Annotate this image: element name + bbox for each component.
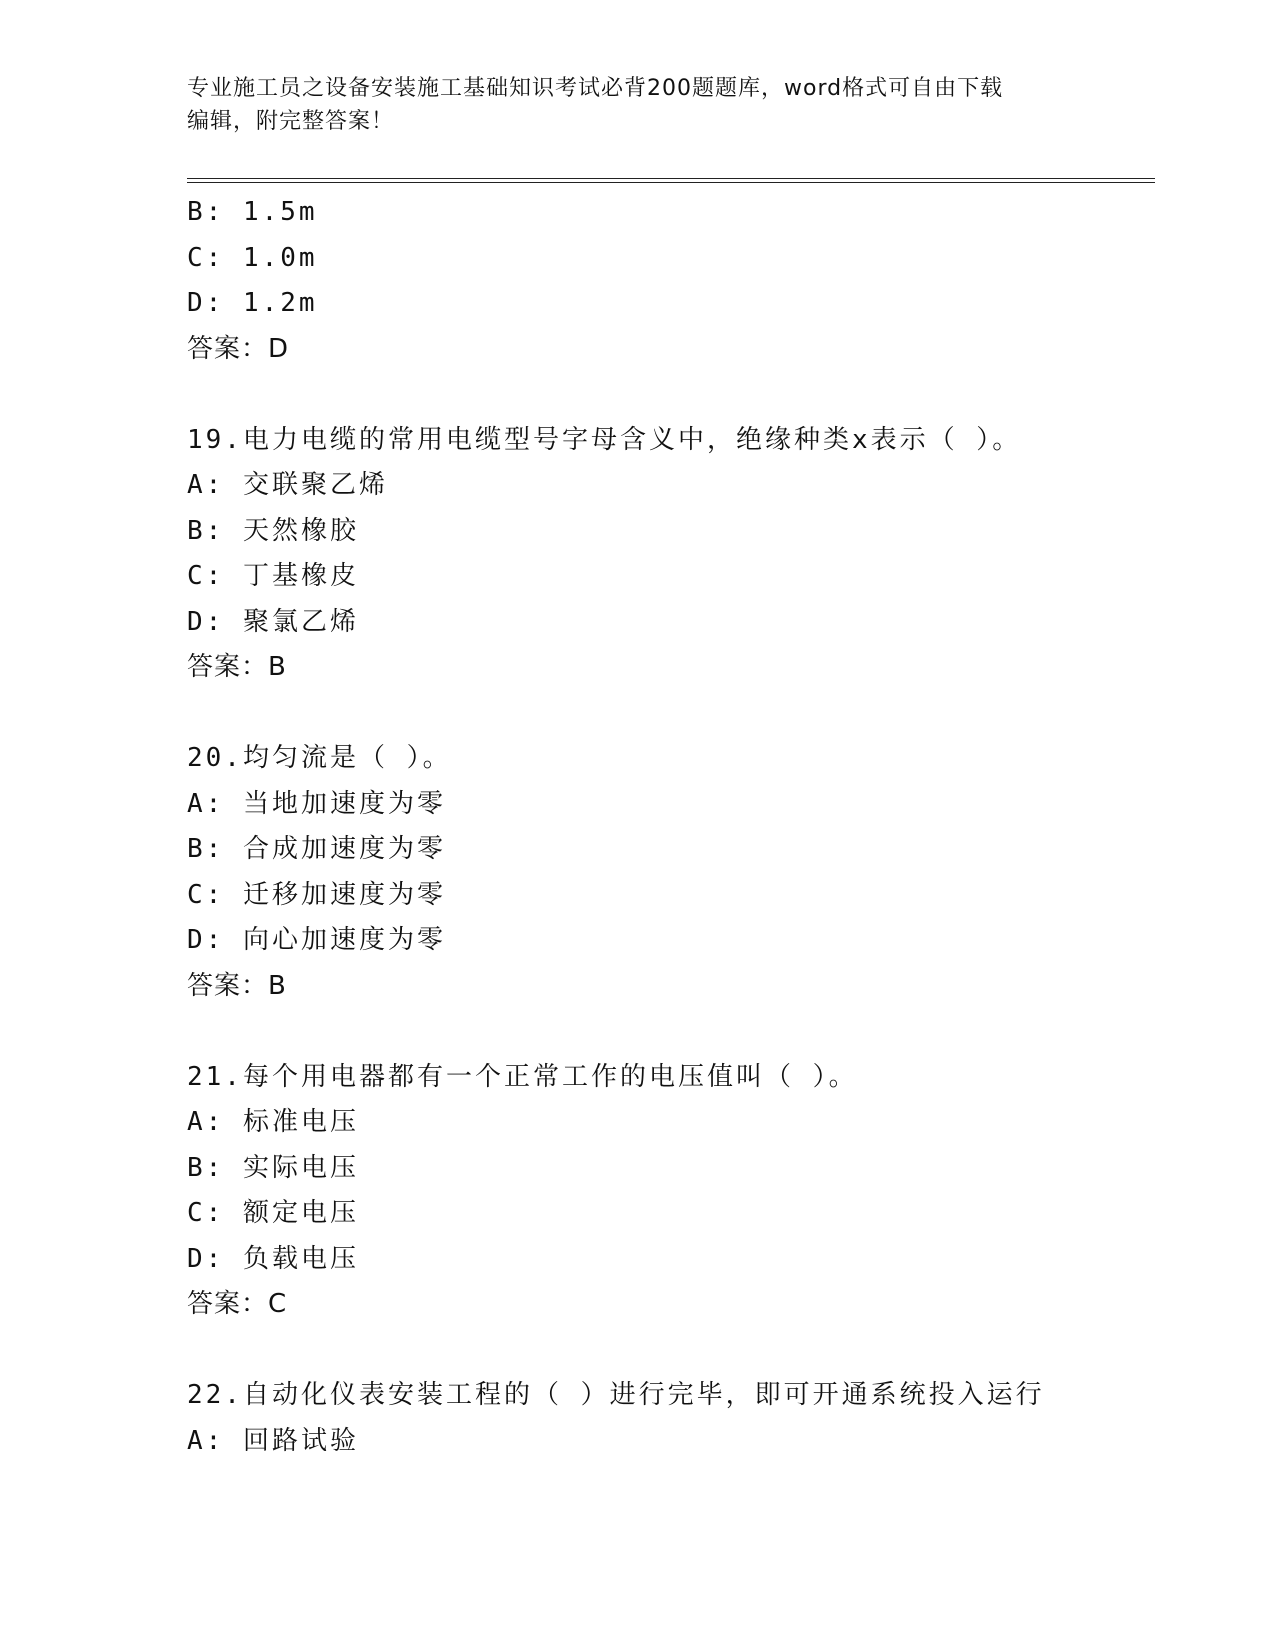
question-19 [187, 418, 1155, 691]
option-d: D: 负载电压 [187, 1243, 359, 1274]
question-text: 19.电力电缆的常用电缆型号字母含义中，绝缘种类x表示（ ）。 [187, 424, 1022, 455]
spacer [187, 372, 1155, 418]
question-text: 20.均匀流是（ ）。 [187, 743, 452, 773]
header-title-line-2: 编辑，附完整答案！ [187, 109, 395, 134]
answer: 答案：C [187, 1289, 288, 1319]
option-a: A: 交联聚乙烯 [187, 470, 388, 500]
spacer [187, 691, 1155, 737]
answer: 答案：D [187, 333, 290, 364]
option-d: D: 1.2m [187, 288, 318, 318]
question-text: 21.每个用电器都有一个正常工作的电压值叫（ ）。 [187, 1061, 858, 1092]
question-21 [187, 1055, 1155, 1328]
option-d: D: 聚氯乙烯 [187, 606, 359, 637]
answer: 答案：B [187, 970, 287, 1001]
document-body [187, 190, 1155, 1464]
option-b: B: 1.5m [187, 197, 318, 227]
option-a: A: 回路试验 [187, 1425, 359, 1456]
option-a: A: 标准电压 [187, 1107, 359, 1137]
option-c: C: 额定电压 [187, 1198, 359, 1228]
option-d: D: 向心加速度为零 [187, 925, 446, 955]
question-text: 22.自动化仪表安装工程的（ ）进行完毕，即可开通系统投入运行 [187, 1380, 1045, 1410]
option-c: C: 丁基橡皮 [187, 561, 359, 591]
spacer [187, 1328, 1155, 1374]
option-b: B: 实际电压 [187, 1152, 359, 1183]
option-b: B: 合成加速度为零 [187, 834, 446, 864]
document-header [187, 72, 1077, 138]
option-b: B: 天然橡胶 [187, 515, 359, 546]
option-a: A: 当地加速度为零 [187, 788, 446, 819]
answer: 答案：B [187, 652, 287, 682]
question-22 [187, 1373, 1155, 1464]
question-20 [187, 736, 1155, 1009]
option-c: C: 迁移加速度为零 [187, 879, 446, 910]
header-title-line-1: 专业施工员之设备安装施工基础知识考试必背200题题库，word格式可自由下载 [187, 76, 1004, 101]
header-divider [187, 178, 1155, 183]
spacer [187, 1009, 1155, 1055]
question-18-tail [187, 190, 1155, 372]
option-c: C: 1.0m [187, 242, 318, 273]
